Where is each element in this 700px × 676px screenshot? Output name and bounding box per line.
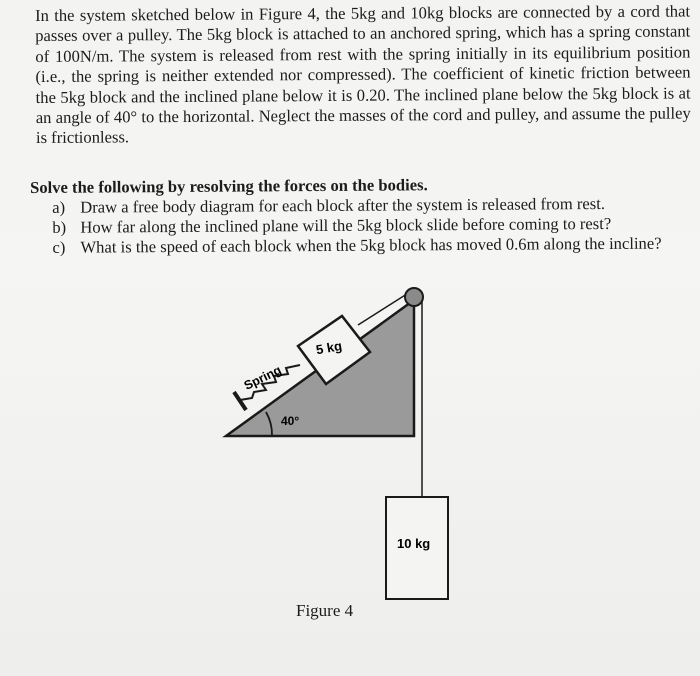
question-label: a): [52, 197, 66, 217]
figure-caption: Figure 4: [296, 601, 354, 620]
angle-label: 40°: [281, 414, 300, 428]
question-label: b): [52, 217, 67, 237]
pulley: [405, 288, 423, 306]
instructions-heading: Solve the following by resolving the forces on the bodies.: [30, 175, 428, 197]
block-10kg-label: 10 kg: [397, 536, 431, 551]
question-label: c): [52, 237, 66, 257]
spring-anchor: [234, 392, 246, 410]
block-5kg-label: 5 kg: [314, 338, 344, 358]
question-text: What is the speed of each block when the 5kg block has moved 0.6m along the incline?: [80, 233, 662, 257]
problem-paragraph: In the system sketched below in Figure 4, the 5kg and 10kg blocks are connected by a cord that passes over a pulley. The 5kg block is attached to an anchored spring, which has a spring constant of 100N/m. The system is released from rest with the spring initially in its equilibrium position (i.e., the spring is neither extended nor compressed). The coefficient of kinetic friction between the 5kg block and the inclined plane below it is 0.20. The inclined plane below the 5kg block is at an angle of 40° to the horizontal. Neglect the masses of the cord and pulley, and assume the pulley is frictionless.: [35, 1, 691, 148]
question-text: Draw a free body diagram for each block after the system is released from rest.: [80, 193, 606, 217]
spring-label: Spring: [241, 362, 284, 393]
question-text: How far along the inclined plane will the 5kg block slide before coming to rest?: [80, 213, 612, 237]
